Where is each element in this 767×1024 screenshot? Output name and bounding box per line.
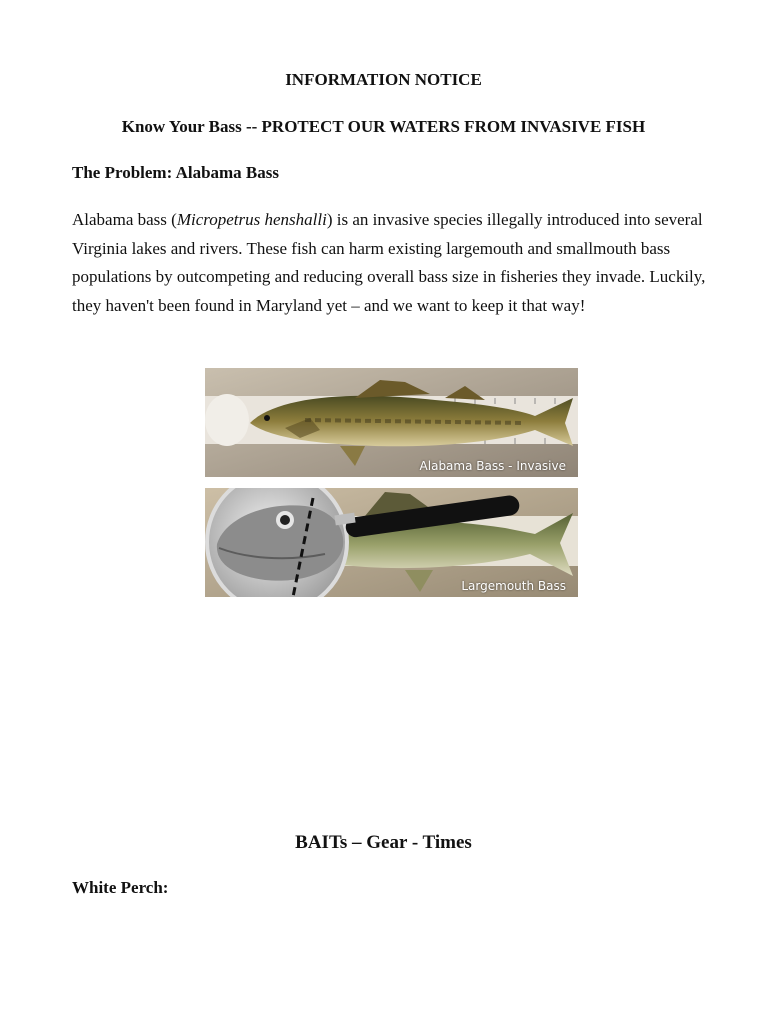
largemouth-bass-photo [205,488,578,597]
figure-caption-largemouth: Largemouth Bass [461,579,566,593]
notice-title: INFORMATION NOTICE [285,70,482,89]
baits-heading: BAITs – Gear - Times [295,832,472,853]
para-text-end: ) is an invasive species illegally introduced into several Virginia lakes and rivers. These fish can harm existing largemouth and smallmouth bass populations by outcompeting and reducing overall bass size in fisheries they invade. Luckily, they haven't been found in Maryland yet – and we want to keep it that way! [72,210,706,315]
para-text-start: Alabama bass ( [72,210,177,229]
problem-heading: The Problem: Alabama Bass [72,163,280,182]
white-perch-heading: White Perch: [72,878,169,897]
species-name: Micropetrus henshalli [176,210,327,229]
alabama-bass-photo [205,368,578,477]
figure-caption-alabama: Alabama Bass - Invasive [419,459,566,473]
notice-subtitle: Know Your Bass -- PROTECT OUR WATERS FROM INVASIVE FISH [121,117,646,136]
problem-paragraph [72,206,722,320]
